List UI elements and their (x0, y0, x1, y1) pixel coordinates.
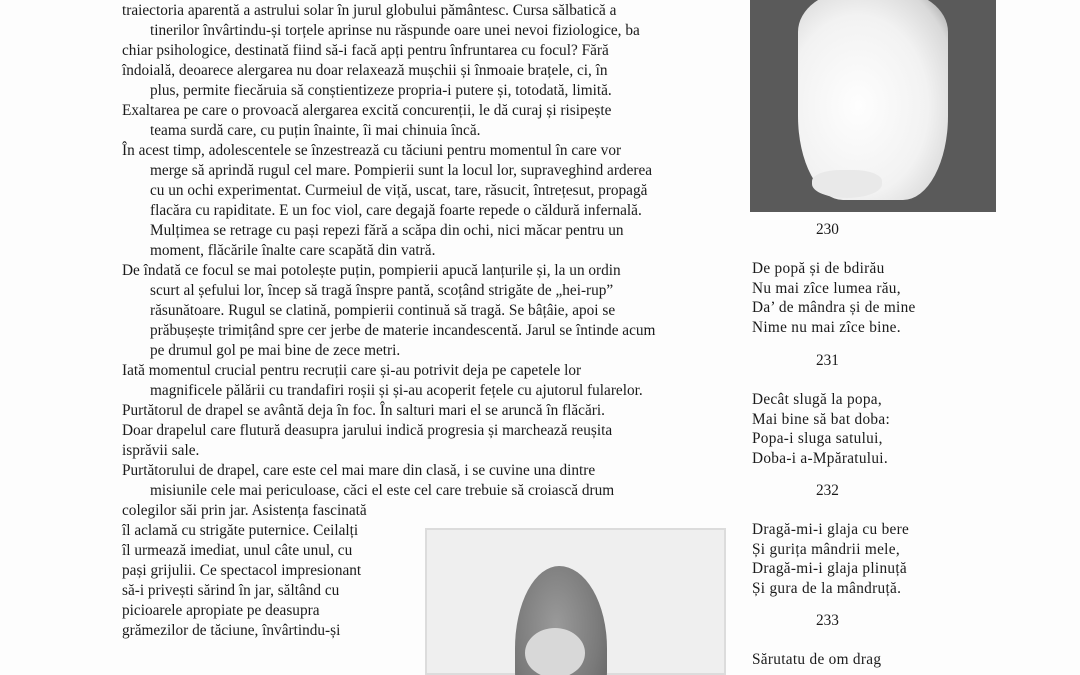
verse-line: Dragă-mi-i glaja cu bere (752, 521, 910, 538)
statue-toe-shape (812, 170, 882, 198)
prose-line: În acest timp, adolescentele se înzestrează cu tăciuni pentru momentul în care vor (122, 142, 622, 159)
prose-line: Purtătorului de drapel, care este cel mai mare din clasă, i se cuvine una dintre (122, 462, 596, 479)
prose-line: să-i privești sărind în jar, săltând cu (122, 582, 340, 599)
prose-line: Iată momentul crucial pentru recruții care și-au potrivit deja pe capetele lor (122, 362, 582, 379)
prose-line: îndoială, deoarece alergarea nu doar relaxează mușchii și înmoaie brațele, ci, în (122, 62, 608, 79)
prose-line: merge să aprindă rugul cel mare. Pompierii sunt la locul lor, supraveghind arderea (150, 162, 653, 179)
verse-number: 231 (816, 352, 839, 369)
prose-line: tinerilor învârtindu-și torțele aprinse nu răspunde oare unei nevoi fiziologice, ba (150, 22, 640, 39)
verse-number: 232 (816, 482, 839, 499)
verse-line: Și gura de la mândruță. (752, 579, 902, 597)
prose-line: Doar drapelul care flutură deasupra jarului indică progresia și marchează reușita (122, 422, 613, 439)
prose-line: plus, permite fiecăruia să conștientizeze propria-i putere și, totodată, limită. (150, 82, 612, 99)
prose-line: grămezilor de tăciune, învârtindu-și (122, 622, 341, 639)
prose-line: cu un ochi experimentat. Curmeiul de viță, uscat, tare, răsucit, întrețesut, propagă (150, 182, 648, 199)
verse-line: Sărutatu de om drag (752, 651, 882, 668)
prose-line: De îndată ce focul se mai potolește puțin, pompierii apucă lanțurile și, la un ordin (122, 262, 621, 279)
statue-head-photo (425, 528, 726, 675)
prose-line: chiar psihologice, destinată fiind să-i facă apți pentru înfruntarea cu focul? Fără (122, 42, 609, 59)
prose-line: Exaltarea pe care o provoacă alergarea excită concurenții, le dă curaj și risipește (122, 102, 612, 119)
verse-line: Doba-i a-Mpăratului. (752, 449, 888, 467)
prose-line: magnificele pălării cu trandafiri roșii și și-au acoperit fețele cu ajutorul fularelor. (150, 382, 643, 399)
prose-line: pași grijulii. Ce spectacol impresionant (122, 562, 362, 579)
prose-line: picioarele apropiate pe deasupra (122, 602, 320, 619)
statue-face-shape (525, 628, 585, 675)
prose-line: îl urmează imediat, unul câte unul, cu (122, 542, 353, 559)
verse-line: De popă și de bdirău (752, 260, 885, 277)
verse-line: Dragă-mi-i glaja plinuță (752, 560, 908, 578)
prose-line: traiectoria aparentă a astrului solar în jurul globului pământesc. Cursa sălbatică a (122, 2, 617, 19)
prose-line: Mulțimea se retrage cu pași repezi fără a scăpa din ochi, nici măcar pentru un (150, 222, 624, 239)
prose-line: pe drumul gol pe mai bine de zece metri. (150, 342, 401, 359)
prose-line: scurt al șefului lor, încep să tragă înspre pantă, scoțând strigăte de „hei-rup” (150, 282, 614, 299)
prose-line: colegilor săi prin jar. Asistența fascinată (122, 502, 367, 519)
verse-line: Popa-i sluga satului, (752, 430, 883, 448)
prose-line: moment, flăcările înalte care scapătă din vatră. (150, 242, 436, 259)
prose-line: îl aclamă cu strigăte puternice. Ceilalți (122, 522, 359, 539)
verse-line: Nime nu mai zîce bine. (752, 318, 901, 336)
verse-number: 230 (816, 221, 839, 238)
verse-line: Nu mai zîce lumea rău, (752, 279, 901, 297)
prose-line: flacăra cu rapiditate. E un foc viol, care degajă foarte repede o căldură infernală. (150, 202, 642, 219)
verse-line: Și gurița mândrii mele, (752, 540, 900, 558)
statue-foot-photo (750, 0, 996, 212)
verse-line: Da’ de mândra și de mine (752, 299, 916, 317)
verse-line: Decât slugă la popa, (752, 391, 883, 408)
prose-line: isprăvii sale. (122, 442, 200, 459)
statue-foot-shape (798, 0, 948, 200)
prose-line: prăbușește trimițând spre cer jerbe de materie incandescentă. Jarul se întinde acum (150, 322, 656, 339)
prose-line: răsunătoare. Rugul se clatină, pompierii continuă să tragă. Se bâțâie, apoi se (150, 302, 616, 319)
prose-line: teama surdă care, cu puțin înainte, îi mai chinuia încă. (150, 122, 481, 139)
verse-line: Mai bine să bat doba: (752, 410, 890, 428)
prose-line: misiunile cele mai periculoase, căci el este cel care trebuie să croiască drum (150, 482, 615, 499)
prose-line: Purtătorul de drapel se avântă deja în foc. În salturi mari el se aruncă în flăcări. (122, 402, 605, 419)
verse-number: 233 (816, 612, 839, 629)
